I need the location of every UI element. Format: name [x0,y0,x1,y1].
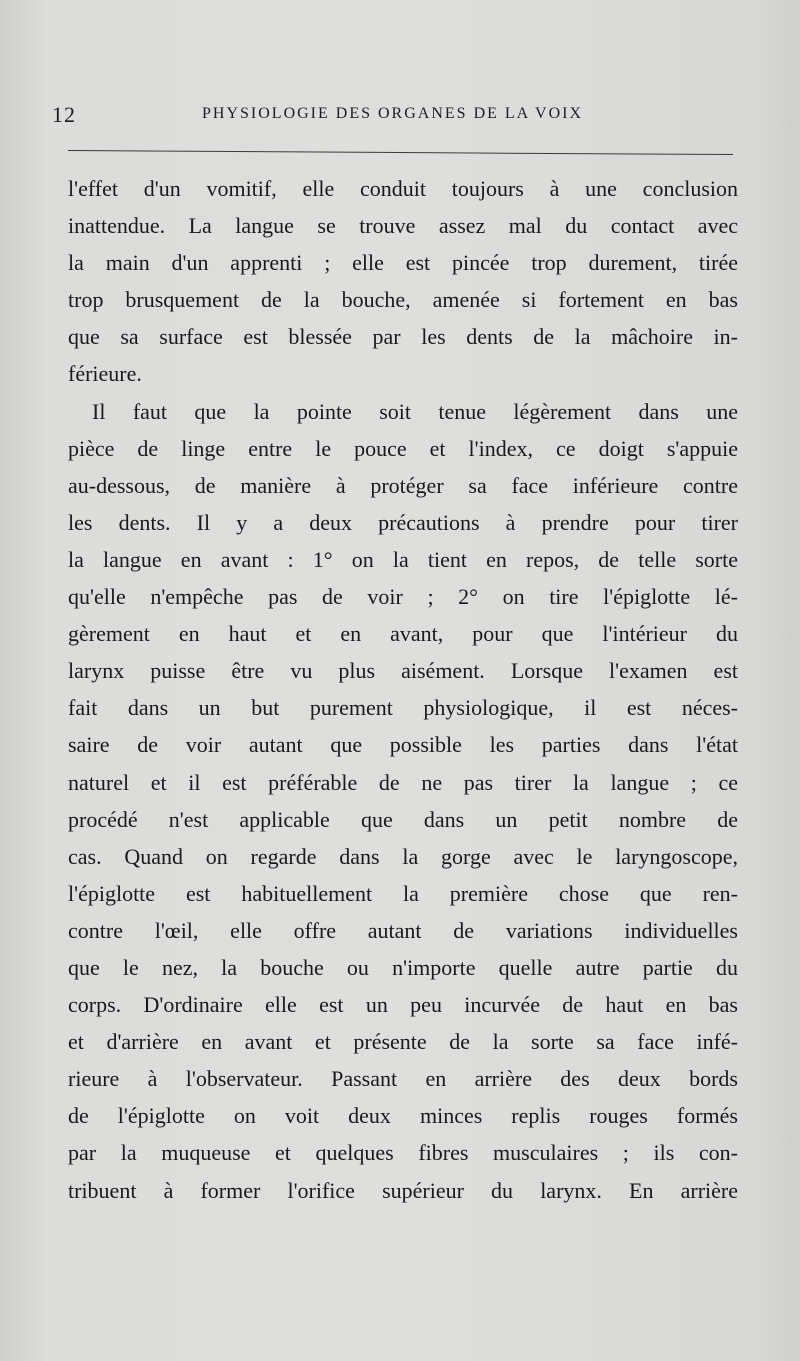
text-line: férieure. [68,361,142,387]
text-line: procédé n'est applicable que dans un petit nombre de [68,806,738,832]
text-line: l'épiglotte est habituellement la première chose que ren- [68,880,738,906]
text-line: corps. D'ordinaire elle est un peu incurvée de haut en bas [68,992,738,1018]
text-line: cas. Quand on regarde dans la gorge avec le laryngoscope, [68,843,738,869]
text-line: la langue en avant : 1° on la tient en repos, de telle sorte [68,546,738,572]
text-line: trop brusquement de la bouche, amenée si fortement en bas [68,287,738,313]
text-line: de l'épiglotte on voit deux minces replis rouges formés [68,1103,738,1129]
header-rule [68,150,733,155]
text-line: saire de voir autant que possible les parties dans l'état [68,732,738,758]
text-line: tribuent à former l'orifice supérieur du larynx. En arrière [68,1177,738,1203]
text-line: fait dans un but purement physiologique, il est néces- [68,695,738,721]
text-line: la main d'un apprenti ; elle est pincée trop durement, tirée [68,250,738,276]
text-line: naturel et il est préférable de ne pas tirer la langue ; ce [68,769,738,795]
page-number: 12 [52,102,76,127]
text-line: rieure à l'observateur. Passant en arrière des deux bords [68,1066,738,1092]
page-header [52,102,742,130]
text-line: que sa surface est blessée par les dents de la mâchoire in- [68,324,738,350]
text-line: Il faut que la pointe soit tenue légèrement dans une [92,398,738,424]
text-line: que le nez, la bouche ou n'importe quelle autre partie du [68,954,738,980]
text-line: et d'arrière en avant et présente de la sorte sa face infé- [68,1029,738,1055]
text-line: larynx puisse être vu plus aisément. Lorsque l'examen est [68,658,738,684]
text-line: l'effet d'un vomitif, elle conduit toujours à une conclusion [68,176,738,201]
text-line: gèrement en haut et en avant, pour que l'intérieur du [68,621,738,647]
text-line: contre l'œil, elle offre autant de variations individuelles [68,917,738,943]
text-line: pièce de linge entre le pouce et l'index, ce doigt s'appuie [68,435,738,461]
running-title: PHYSIOLOGIE DES ORGANES DE LA VOIX [202,105,584,122]
text-line: qu'elle n'empêche pas de voir ; 2° on tire l'épiglotte lé- [68,584,738,610]
text-line: par la muqueuse et quelques fibres musculaires ; ils con- [68,1140,738,1166]
text-line: les dents. Il y a deux précautions à prendre pour tirer [68,509,738,535]
text-line: au-dessous, de manière à protéger sa face inférieure contre [68,472,738,498]
text-line: inattendue. La langue se trouve assez mal du contact avec [68,213,738,239]
body-text [68,170,738,1209]
